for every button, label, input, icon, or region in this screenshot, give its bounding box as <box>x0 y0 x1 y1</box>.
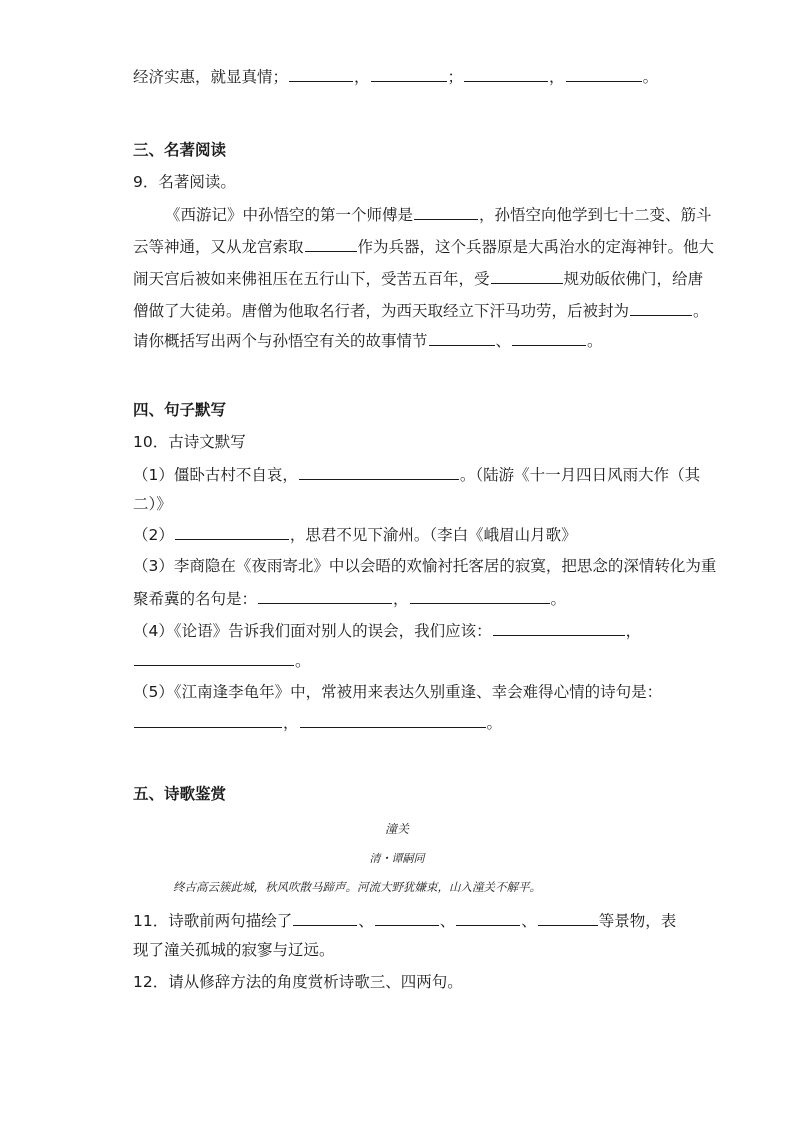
q10-item-5: （5）《江南逢李龟年》中，常被用来表达久别重逢、幸会难得心情的诗句是： <box>133 683 663 701</box>
question-9-label: 9．名著阅读。 <box>133 173 236 191</box>
answer-blank[interactable] <box>512 330 586 346</box>
text: 《西游记》中孙悟空的第一个师傅是 <box>165 206 414 224</box>
punct: 。 <box>587 332 603 350</box>
punct: 。 <box>642 68 659 86</box>
punct: ， <box>354 68 370 86</box>
punct: ， <box>625 622 642 640</box>
text: 云等神通，又从龙宫索取 <box>133 238 304 256</box>
answer-blank[interactable] <box>371 66 447 82</box>
poem-title: 潼关 <box>384 822 409 836</box>
text: 僧做了大徒弟。唐僧为他取名行者，为西天取经立下汗马功劳，后被封为 <box>133 302 630 320</box>
answer-blank[interactable] <box>258 588 392 604</box>
answer-blank[interactable] <box>289 66 353 82</box>
text: 规劝皈依佛门，给唐 <box>563 270 704 288</box>
answer-blank[interactable] <box>175 524 289 540</box>
text: ，孙悟空向他学到七十二变、筋斗 <box>479 206 712 224</box>
punct: 、 <box>358 912 374 930</box>
punct: 、 <box>521 912 537 930</box>
text: （1）僵卧古村不自哀， <box>133 466 298 484</box>
answer-blank[interactable] <box>410 588 550 604</box>
q10-item-5-cont <box>133 712 502 733</box>
text: 闹天宫后被如来佛祖压在五行山下，受苦五百年，受 <box>133 270 490 288</box>
text: 。（陆游《十一月四日风雨大作（其 <box>459 466 701 484</box>
answer-blank[interactable] <box>630 300 692 316</box>
punct: ， <box>283 714 299 732</box>
poem-author: 清・谭嗣同 <box>369 852 425 865</box>
text: 。 <box>693 302 709 320</box>
q10-item-3: （3）李商隐在《夜雨寄北》中以会晤的欢愉衬托客居的寂寞，把思念的深情转化为重 <box>133 557 717 575</box>
text: （2） <box>133 526 174 544</box>
answer-blank[interactable] <box>493 620 625 636</box>
text: 请你概括写出两个与孙悟空有关的故事情节 <box>133 332 428 350</box>
q10-item-3-cont <box>133 588 566 609</box>
answer-blank[interactable] <box>293 910 357 926</box>
answer-blank[interactable] <box>414 204 478 220</box>
top-line <box>133 66 658 87</box>
punct: ， <box>549 68 565 86</box>
answer-blank[interactable] <box>491 268 563 284</box>
top-line-text: 经济实惠，就显真情； <box>133 68 289 86</box>
answer-blank[interactable] <box>429 330 495 346</box>
q9-line-1 <box>165 204 712 225</box>
text: 聚希冀的名句是： <box>133 590 258 608</box>
answer-blank[interactable] <box>300 712 486 728</box>
section-heading-3: 三、名著阅读 <box>133 141 227 159</box>
q10-item-2 <box>133 524 577 545</box>
poem-body: 终古高云簇此城，秋风吹散马蹄声。河流大野犹嫌束，山入潼关不解平。 <box>173 880 541 894</box>
question-11-cont: 现了潼关孤城的寂寥与辽远。 <box>133 941 335 959</box>
answer-blank[interactable] <box>134 712 282 728</box>
answer-blank[interactable] <box>305 236 357 252</box>
punct: 、 <box>439 912 456 930</box>
text: 作为兵器，这个兵器原是大禹治水的定海神针。他大 <box>357 238 715 256</box>
text: ，思君不见下渝州。（李白《峨眉山月歌》 <box>289 526 577 544</box>
question-11 <box>133 910 676 931</box>
punct: 、 <box>495 332 512 350</box>
q10-item-1 <box>133 464 700 485</box>
answer-blank[interactable] <box>538 910 598 926</box>
q10-item-4 <box>133 620 641 641</box>
text: 11．诗歌前两句描绘了 <box>133 912 293 930</box>
q9-line-5 <box>133 330 603 351</box>
punct: ； <box>447 68 464 86</box>
punct: 。 <box>486 714 503 732</box>
q9-line-4 <box>133 300 709 321</box>
text: （4）《论语》告诉我们面对别人的误会，我们应该： <box>133 622 492 640</box>
section-heading-4: 四、句子默写 <box>133 401 227 419</box>
q10-item-4-cont <box>133 650 311 671</box>
answer-blank[interactable] <box>566 66 642 82</box>
punct: 。 <box>295 652 311 670</box>
q9-line-2 <box>133 236 714 257</box>
section-heading-5: 五、诗歌鉴赏 <box>133 785 227 803</box>
answer-blank[interactable] <box>375 910 439 926</box>
q9-line-3 <box>133 268 703 289</box>
question-12: 12．请从修辞方法的角度赏析诗歌三、四两句。 <box>133 973 463 991</box>
punct: ， <box>393 590 409 608</box>
question-10-label: 10．古诗文默写 <box>133 433 246 451</box>
punct: 。 <box>550 590 567 608</box>
text: 等景物，表 <box>598 912 677 930</box>
answer-blank[interactable] <box>464 66 548 82</box>
answer-blank[interactable] <box>299 464 459 480</box>
answer-blank[interactable] <box>456 910 520 926</box>
q10-item-1-cont: 二）》 <box>133 495 172 513</box>
answer-blank[interactable] <box>134 650 294 666</box>
